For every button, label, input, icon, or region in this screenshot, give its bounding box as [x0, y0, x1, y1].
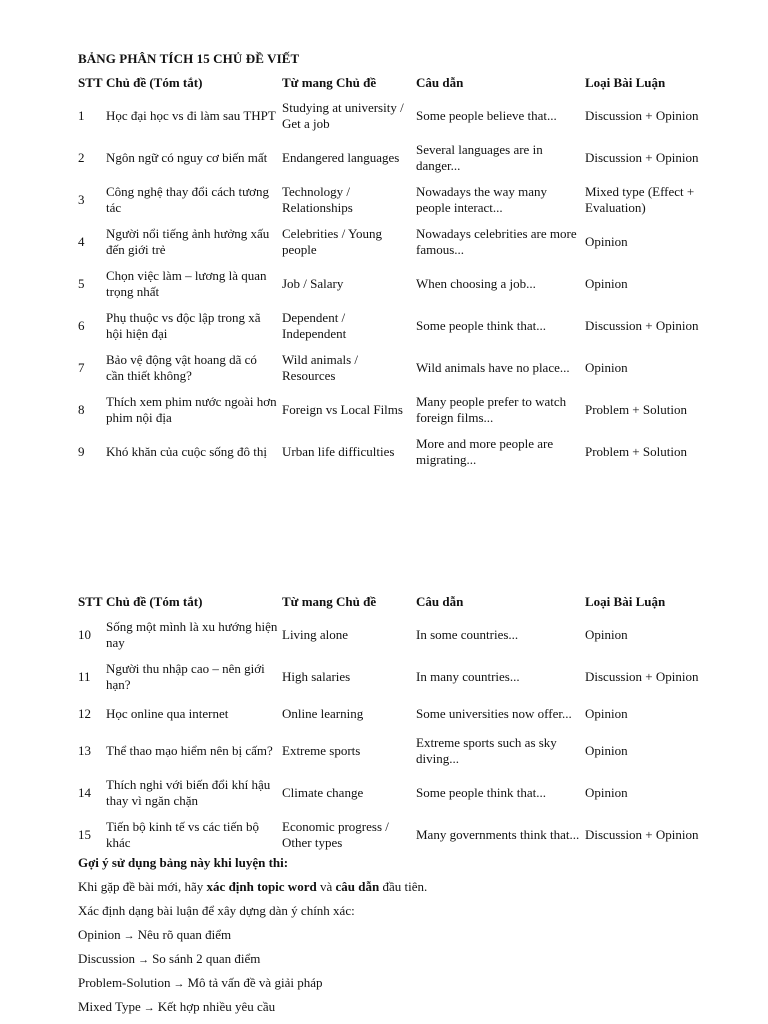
type-name: Opinion — [78, 927, 121, 942]
tips-text: Khi gặp đề bài mới, hãy — [78, 879, 207, 894]
cell-essay-type: Opinion — [585, 360, 628, 375]
cell-stt: 11 — [78, 669, 91, 684]
topics-table-part-2 — [76, 590, 702, 856]
cell-essay-type: Opinion — [585, 234, 628, 249]
table-row — [76, 656, 702, 698]
cell-essay-type: Mixed type (Effect + Evaluation) — [585, 184, 695, 215]
table-row — [76, 614, 702, 656]
arrow-right-icon: → — [138, 954, 150, 966]
type-name: Discussion — [78, 951, 136, 966]
header-lead-sentence: Câu dẫn — [416, 594, 464, 609]
type-description: Mô tả vấn đề và giải pháp — [187, 975, 323, 990]
cell-topic: Học online qua internet — [106, 706, 229, 721]
type-description: Kết hợp nhiều yêu cầu — [157, 999, 276, 1014]
cell-essay-type: Opinion — [585, 627, 628, 642]
cell-topic: Phụ thuộc vs độc lập trong xã hội hiện đại — [106, 310, 261, 341]
header-topic: Chủ đề (Tóm tắt) — [106, 75, 203, 90]
header-lead-sentence: Câu dẫn — [416, 75, 464, 90]
cell-topic: Công nghệ thay đổi cách tương tác — [106, 184, 270, 215]
cell-lead-sentence: When choosing a job... — [416, 276, 536, 291]
table-header-row — [76, 590, 702, 614]
header-stt: STT — [78, 75, 103, 90]
arrow-right-icon: → — [143, 1002, 155, 1014]
cell-lead-sentence: In some countries... — [416, 627, 519, 642]
cell-topic: Tiến bộ kinh tế vs các tiến bộ khác — [106, 819, 259, 850]
tips-text: đầu tiên. — [379, 879, 428, 894]
cell-stt: 10 — [78, 627, 91, 642]
table-header-row — [76, 71, 702, 95]
header-topic-word: Từ mang Chủ đề — [282, 594, 377, 609]
table-row — [76, 305, 702, 347]
tips-emphasis-topic-word: xác định topic word — [206, 879, 317, 894]
cell-topic-word: Technology / Relationships — [282, 184, 353, 215]
cell-topic: Thể thao mạo hiểm nên bị cấm? — [106, 743, 273, 758]
cell-lead-sentence: Many people prefer to watch foreign films... — [416, 394, 567, 425]
type-name: Problem-Solution — [78, 975, 171, 990]
cell-topic-word: Dependent / Independent — [282, 310, 347, 341]
cell-stt: 13 — [78, 743, 91, 758]
cell-essay-type: Discussion + Opinion — [585, 318, 699, 333]
type-description: So sánh 2 quan điểm — [152, 951, 261, 966]
cell-topic-word: Studying at university / Get a job — [282, 100, 404, 131]
cell-topic-word: Extreme sports — [282, 743, 361, 758]
cell-stt: 1 — [78, 108, 85, 123]
cell-lead-sentence: Some people believe that... — [416, 108, 557, 123]
cell-stt: 2 — [78, 150, 85, 165]
table-row — [76, 814, 702, 856]
tips-heading: Gợi ý sử dụng bảng này khi luyện thi: — [78, 855, 289, 870]
table-row — [76, 431, 702, 473]
cell-essay-type: Discussion + Opinion — [585, 669, 699, 684]
cell-topic-word: Living alone — [282, 627, 349, 642]
cell-lead-sentence: Nowadays celebrities are more famous... — [416, 226, 577, 257]
cell-essay-type: Problem + Solution — [585, 402, 687, 417]
cell-lead-sentence: Many governments think that... — [416, 827, 580, 842]
cell-stt: 4 — [78, 234, 85, 249]
table-row — [76, 347, 702, 389]
cell-topic: Người thu nhập cao – nên giới hạn? — [106, 661, 265, 692]
cell-topic: Thích xem phim nước ngoài hơn phim nội địa — [106, 394, 277, 425]
tips-type-problem-solution — [78, 975, 718, 999]
type-description: Nêu rõ quan điểm — [137, 927, 232, 942]
cell-topic: Học đại học vs đi làm sau THPT — [106, 108, 276, 123]
cell-topic: Bảo vệ động vật hoang dã có cần thiết không? — [106, 352, 257, 383]
cell-topic: Chọn việc làm – lương là quan trọng nhất — [106, 268, 267, 299]
cell-stt: 3 — [78, 192, 85, 207]
cell-topic-word: Endangered languages — [282, 150, 400, 165]
cell-essay-type: Discussion + Opinion — [585, 827, 699, 842]
practice-tips — [78, 855, 718, 1023]
header-topic: Chủ đề (Tóm tắt) — [106, 594, 203, 609]
cell-topic: Người nổi tiếng ảnh hưởng xấu đến giới trẻ — [106, 226, 270, 257]
document-title: BẢNG PHÂN TÍCH 15 CHỦ ĐỀ VIẾT — [78, 51, 300, 66]
cell-lead-sentence: More and more people are migrating... — [416, 436, 554, 467]
header-essay-type: Loại Bài Luận — [585, 594, 666, 609]
cell-lead-sentence: Some people think that... — [416, 318, 546, 333]
tips-line-essay-type: Xác định dạng bài luận để xây dựng dàn ý chính xác: — [78, 903, 355, 918]
arrow-right-icon: → — [173, 978, 185, 990]
arrow-right-icon: → — [123, 930, 135, 942]
cell-stt: 5 — [78, 276, 85, 291]
table-row — [76, 772, 702, 814]
cell-stt: 7 — [78, 360, 85, 375]
cell-topic-word: Wild animals / Resources — [282, 352, 359, 383]
tips-type-opinion — [78, 927, 718, 951]
tips-type-discussion — [78, 951, 718, 975]
cell-topic-word: Urban life difficulties — [282, 444, 395, 459]
table-row — [76, 137, 702, 179]
cell-lead-sentence: In many countries... — [416, 669, 520, 684]
cell-topic-word: Online learning — [282, 706, 364, 721]
cell-lead-sentence: Some people think that... — [416, 785, 546, 800]
table-row — [76, 698, 702, 730]
cell-topic-word: Climate change — [282, 785, 364, 800]
cell-stt: 8 — [78, 402, 85, 417]
cell-stt: 9 — [78, 444, 85, 459]
cell-essay-type: Opinion — [585, 276, 628, 291]
cell-lead-sentence: Nowadays the way many people interact... — [416, 184, 548, 215]
cell-topic: Khó khăn của cuộc sống đô thị — [106, 444, 268, 459]
cell-topic-word: High salaries — [282, 669, 351, 684]
cell-essay-type: Opinion — [585, 743, 628, 758]
cell-essay-type: Opinion — [585, 706, 628, 721]
cell-essay-type: Discussion + Opinion — [585, 150, 699, 165]
cell-essay-type: Opinion — [585, 785, 628, 800]
cell-essay-type: Discussion + Opinion — [585, 108, 699, 123]
header-essay-type: Loại Bài Luận — [585, 75, 666, 90]
table-row — [76, 95, 702, 137]
cell-lead-sentence: Extreme sports such as sky diving... — [416, 735, 557, 766]
cell-lead-sentence: Some universities now offer... — [416, 706, 572, 721]
table-row — [76, 389, 702, 431]
tips-text: và — [316, 879, 336, 894]
header-stt: STT — [78, 594, 103, 609]
cell-topic: Thích nghi với biến đổi khí hậu thay vì ngăn chặn — [106, 777, 271, 808]
cell-topic-word: Job / Salary — [282, 276, 344, 291]
table-row — [76, 221, 702, 263]
cell-topic: Sống một mình là xu hướng hiện nay — [106, 619, 278, 650]
header-topic-word: Từ mang Chủ đề — [282, 75, 377, 90]
cell-stt: 12 — [78, 706, 91, 721]
type-name: Mixed Type — [78, 999, 141, 1014]
cell-topic: Ngôn ngữ có nguy cơ biến mất — [106, 150, 268, 165]
cell-stt: 14 — [78, 785, 91, 800]
tips-type-mixed — [78, 999, 718, 1023]
cell-lead-sentence: Several languages are in danger... — [416, 142, 543, 173]
table-row — [76, 263, 702, 305]
table-row — [76, 730, 702, 772]
cell-essay-type: Problem + Solution — [585, 444, 687, 459]
table-row — [76, 179, 702, 221]
cell-stt: 15 — [78, 827, 91, 842]
cell-stt: 6 — [78, 318, 85, 333]
cell-topic-word: Celebrities / Young people — [282, 226, 383, 257]
cell-lead-sentence: Wild animals have no place... — [416, 360, 570, 375]
tips-emphasis-lead-sentence: câu dẫn — [335, 879, 380, 894]
cell-topic-word: Foreign vs Local Films — [282, 402, 403, 417]
topics-table-part-1 — [76, 71, 702, 473]
cell-topic-word: Economic progress / Other types — [282, 819, 389, 850]
tips-line-topic-word — [78, 879, 718, 903]
